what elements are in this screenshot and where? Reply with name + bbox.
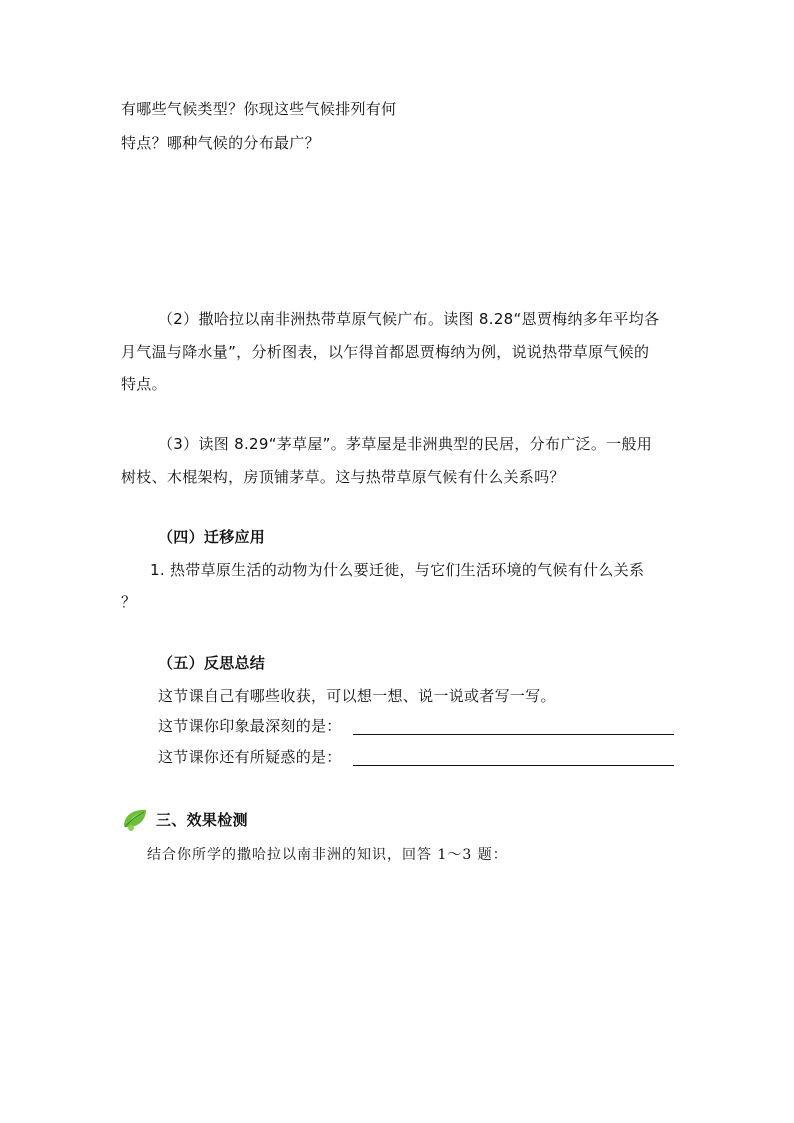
q3-line-1: （3）读图 8.29“茅草屋”。茅草屋是非洲典型的民居，分布广泛。一般用: [158, 435, 653, 453]
intro-line-1: 有哪些气候类型？你现这些气候排列有何: [121, 100, 397, 118]
section4-item1-line-1: 1. 热带草原生活的动物为什么要迁徙，与它们生活环境的气候有什么关系: [150, 561, 645, 579]
impress-label: 这节课你印象最深刻的是：: [158, 717, 342, 735]
leaf-icon: [122, 806, 150, 832]
intro-line-2: 特点？哪种气候的分布最广？: [121, 134, 320, 152]
q2-line-2: 月气温与降水量”，分析图表，以乍得首都恩贾梅纳为例，说说热带草原气候的: [121, 343, 650, 361]
section3-heading: 三、效果检测: [156, 811, 248, 829]
q2-line-3: 特点。: [121, 375, 167, 393]
section4-item1-line-2: ？: [121, 593, 137, 611]
section5-prompt: 这节课自己有哪些收获，可以想一想、说一说或者写一写。: [158, 687, 556, 705]
section3-instruction: 结合你所学的撒哈拉以南非洲的知识，回答 1～3 题：: [147, 847, 508, 863]
section4-heading: （四）迁移应用: [158, 528, 266, 546]
doubt-answer-field[interactable]: [353, 765, 674, 766]
impress-answer-field[interactable]: [353, 734, 674, 735]
q2-line-1: （2）撒哈拉以南非洲热带草原气候广布。读图 8.28“恩贾梅纳多年平均各: [158, 310, 660, 328]
doubt-label: 这节课你还有所疑惑的是：: [158, 748, 342, 766]
section5-heading: （五）反思总结: [158, 654, 266, 672]
q3-line-2: 树枝、木棍架构，房顶铺茅草。这与热带草原气候有什么关系吗？: [121, 468, 565, 486]
